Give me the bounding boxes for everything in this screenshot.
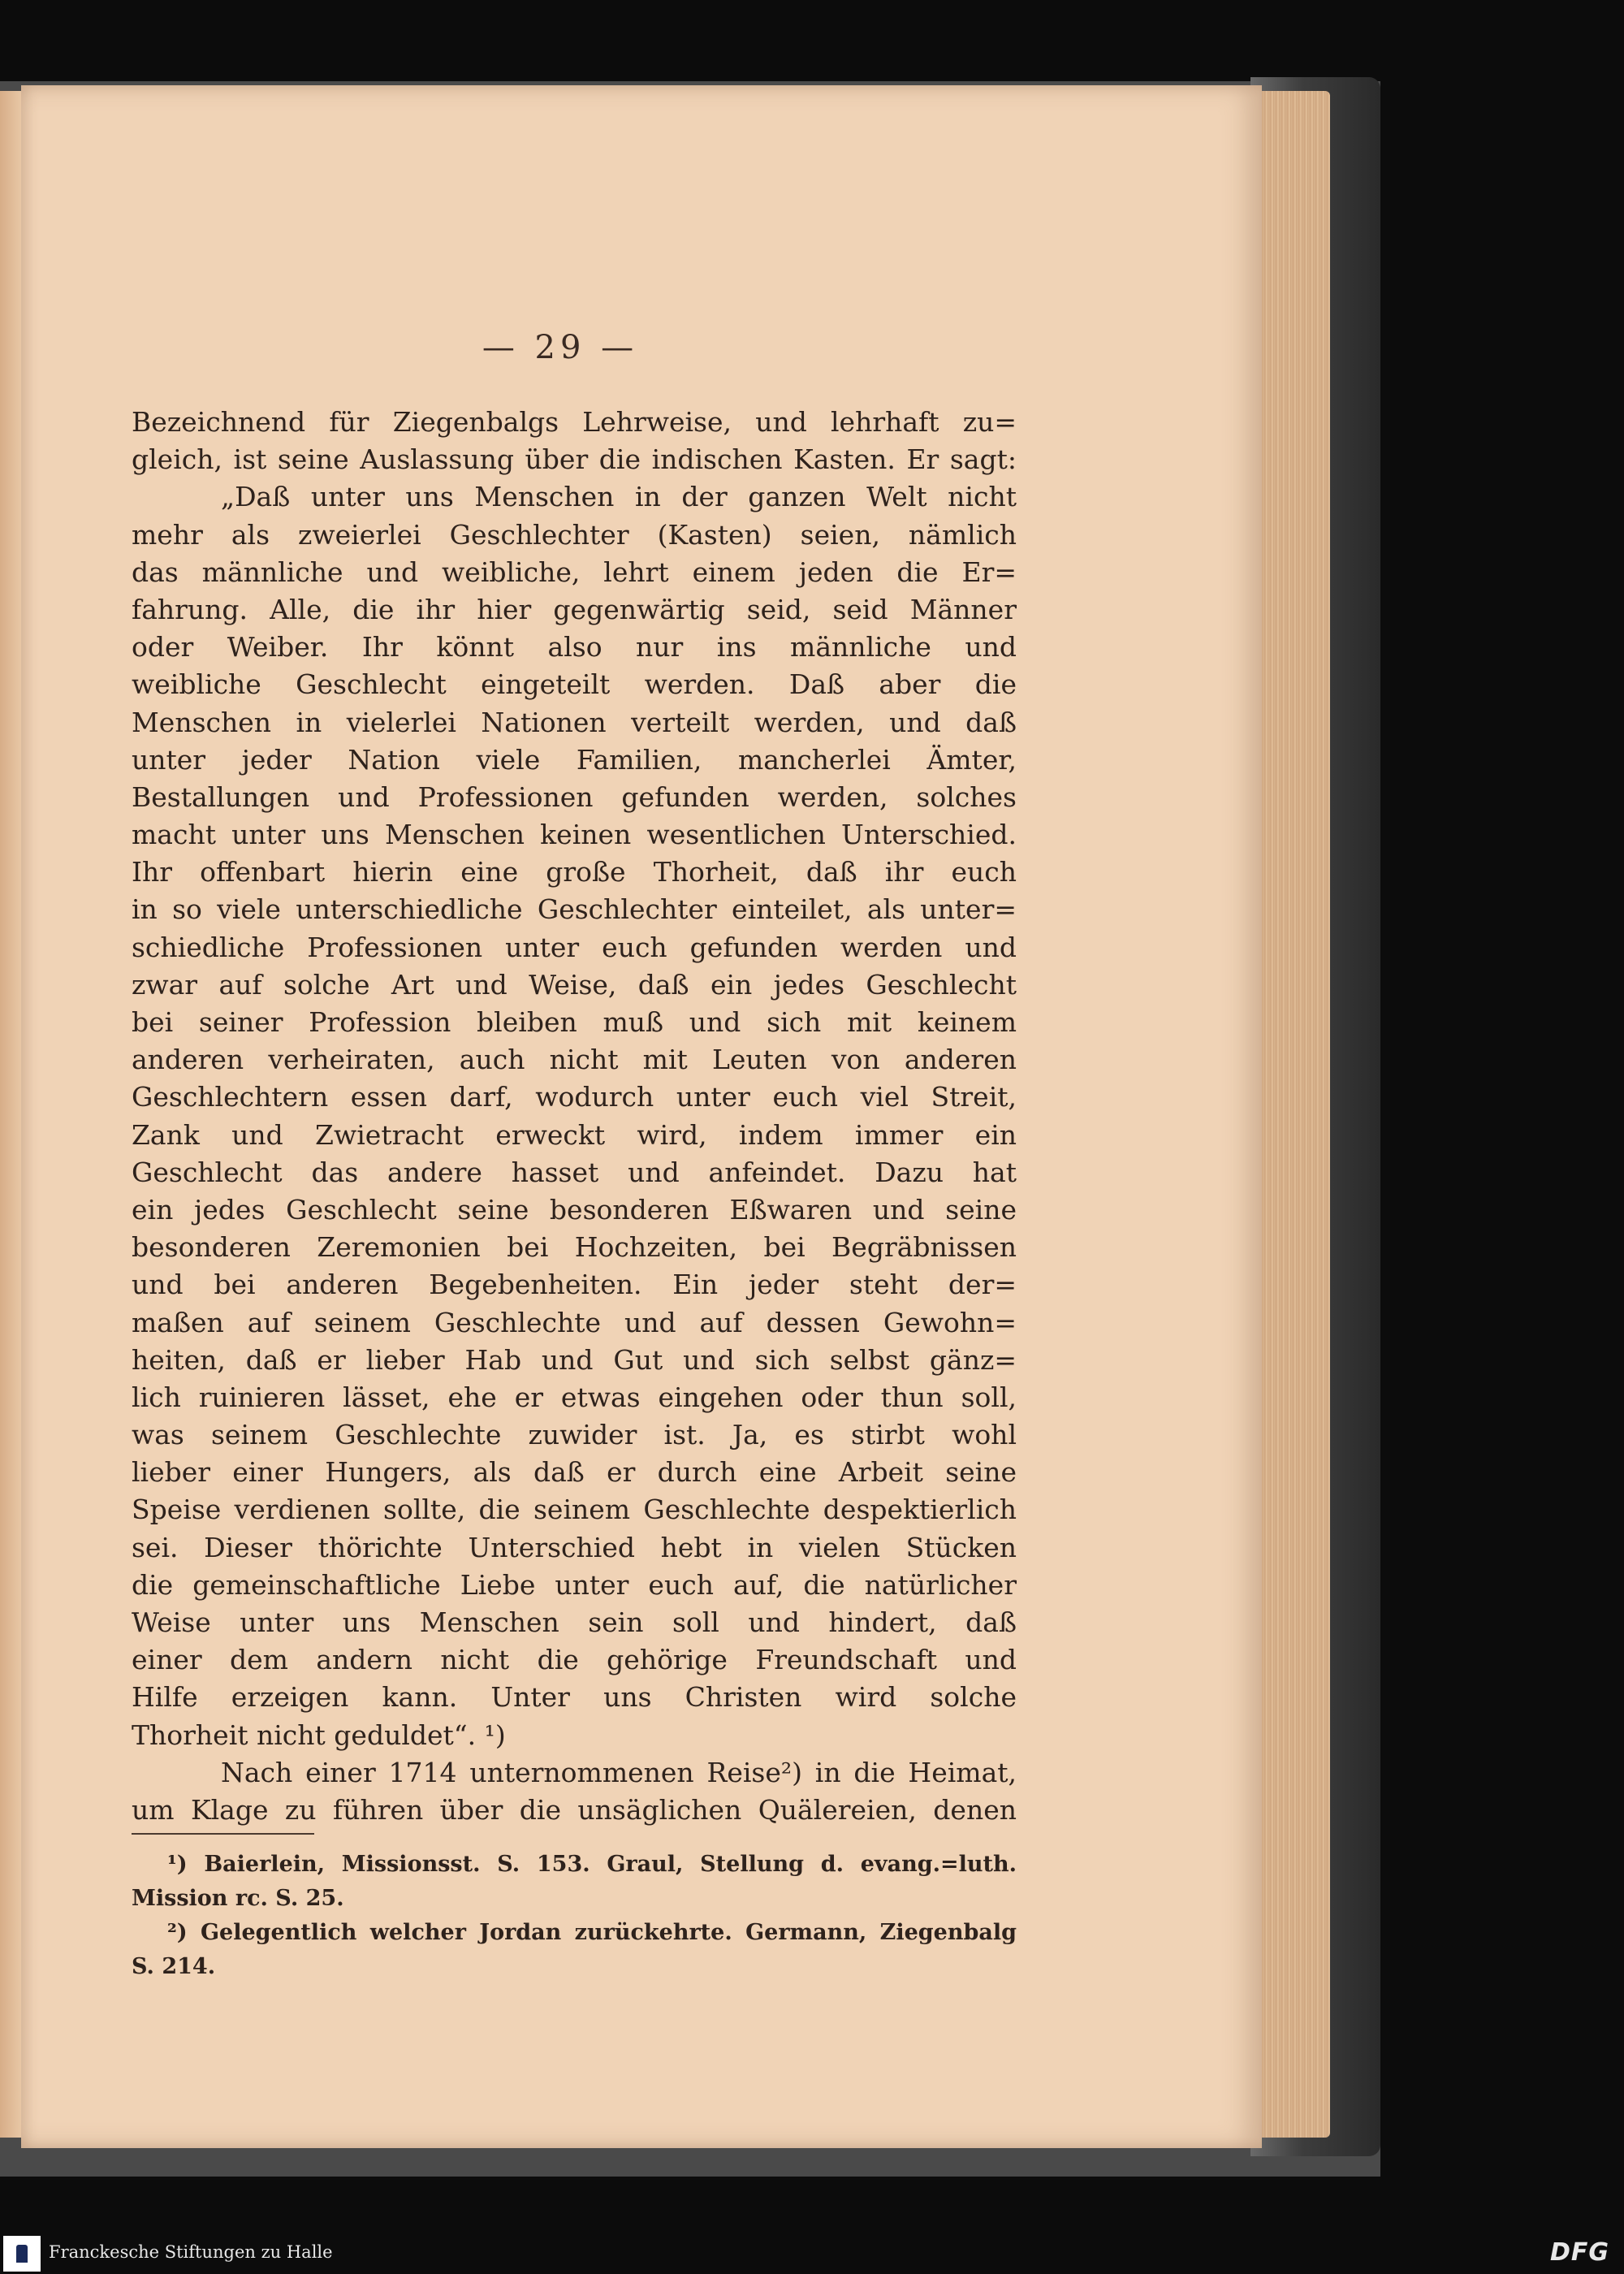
text-line: Nach einer 1714 unternommenen Reise²) in die Heimat,: [221, 1756, 1017, 1788]
text-line: einer dem andern nicht die gehörige Freundschaft und: [132, 1644, 1017, 1676]
text-line: lieber einer Hungers, als daß er durch eine Arbeit seine: [132, 1456, 1017, 1489]
text-line: Geschlecht das andere hasset und anfeindet. Dazu hat: [132, 1156, 1017, 1188]
text-line: Zank und Zwietracht erweckt wird, indem immer ein: [132, 1118, 1017, 1151]
text-line: Thorheit nicht geduldet“. ¹): [132, 1718, 506, 1751]
body-text: [132, 404, 1017, 1829]
page-number: — 29 —: [482, 329, 639, 366]
text-line: schiedliche Professionen unter euch gefunden werden und: [132, 931, 1017, 963]
footnote-divider: [132, 1833, 314, 1835]
footnote-line: ¹) Baierlein, Missionsst. S. 153. Graul, Stellung d. evang.=luth.: [167, 1852, 1017, 1877]
text-line: Geschlechtern essen darf, wodurch unter euch viel Streit,: [132, 1081, 1017, 1113]
text-line: zwar auf solche Art und Weise, daß ein jedes Geschlecht: [132, 968, 1017, 1001]
text-line: weibliche Geschlecht eingeteilt werden. Daß aber die: [132, 668, 1017, 701]
text-line: Bestallungen und Professionen gefunden werden, solches: [132, 780, 1017, 813]
dfg-logo: DFG: [1549, 2238, 1609, 2267]
footnote-line: S. 214.: [132, 1954, 216, 1979]
text-line: unter jeder Nation viele Familien, mancherlei Ämter,: [132, 743, 1017, 776]
text-line: besonderen Zeremonien bei Hochzeiten, bei Begräbnissen: [132, 1231, 1017, 1264]
text-line: um Klage zu führen über die unsäglichen Quälereien, denen: [132, 1793, 1017, 1826]
text-line: lich ruinieren lässet, ehe er etwas eingehen oder thun soll,: [132, 1381, 1017, 1413]
text-line: in so viele unterschiedliche Geschlechter einteilet, als unter=: [132, 893, 1017, 926]
book-page: [21, 85, 1262, 2148]
text-line: sei. Dieser thörichte Unterschied hebt in vielen Stücken: [132, 1531, 1017, 1563]
text-line: bei seiner Profession bleiben muß und sich mit keinem: [132, 1006, 1017, 1038]
text-line: heiten, daß er lieber Hab und Gut und sich selbst gänz=: [132, 1343, 1017, 1376]
institution-logo-icon: [3, 2236, 41, 2272]
institution-name: Franckesche Stiftungen zu Halle: [49, 2242, 333, 2262]
text-line: maßen auf seinem Geschlechte und auf dessen Gewohn=: [132, 1306, 1017, 1338]
text-line: Bezeichnend für Ziegenbalgs Lehrweise, und lehrhaft zu=: [132, 406, 1017, 438]
footnote-line: ²) Gelegentlich welcher Jordan zurückehrte. Germann, Ziegenbalg: [167, 1920, 1017, 1945]
text-line: Ihr offenbart hierin eine große Thorheit, daß ihr euch: [132, 856, 1017, 888]
text-line: ein jedes Geschlecht seine besonderen Eßwaren und seine: [132, 1193, 1017, 1226]
text-line: Speise verdienen sollte, die seinem Geschlechte despektierlich: [132, 1494, 1017, 1526]
page-block-edges: [1257, 91, 1330, 2138]
facing-page-edge: [0, 91, 21, 2138]
text-line: fahrung. Alle, die ihr hier gegenwärtig seid, seid Männer: [132, 593, 1017, 625]
text-line: das männliche und weibliche, lehrt einem jeden die Er=: [132, 556, 1017, 588]
text-line: was seinem Geschlechte zuwider ist. Ja, es stirbt wohl: [132, 1419, 1017, 1451]
text-line: Hilfe erzeigen kann. Unter uns Christen wird solche: [132, 1681, 1017, 1714]
text-line: „Daß unter uns Menschen in der ganzen Welt nicht: [221, 481, 1017, 513]
text-line: gleich, ist seine Auslassung über die indischen Kasten. Er sagt:: [132, 443, 1017, 476]
text-line: die gemeinschaftliche Liebe unter euch auf, die natürlicher: [132, 1568, 1017, 1601]
footnote-line: Mission rc. S. 25.: [132, 1886, 344, 1911]
text-line: und bei anderen Begebenheiten. Ein jeder steht der=: [132, 1269, 1017, 1301]
text-line: Menschen in vielerlei Nationen verteilt werden, und daß: [132, 706, 1017, 738]
footnotes: [132, 1848, 1017, 1984]
text-line: Weise unter uns Menschen sein soll und hindert, daß: [132, 1606, 1017, 1638]
text-line: mehr als zweierlei Geschlechter (Kasten) seien, nämlich: [132, 518, 1017, 551]
text-line: oder Weiber. Ihr könnt also nur ins männliche und: [132, 631, 1017, 664]
text-line: macht unter uns Menschen keinen wesentlichen Unterschied.: [132, 819, 1017, 851]
text-line: anderen verheiraten, auch nicht mit Leuten von anderen: [132, 1044, 1017, 1076]
